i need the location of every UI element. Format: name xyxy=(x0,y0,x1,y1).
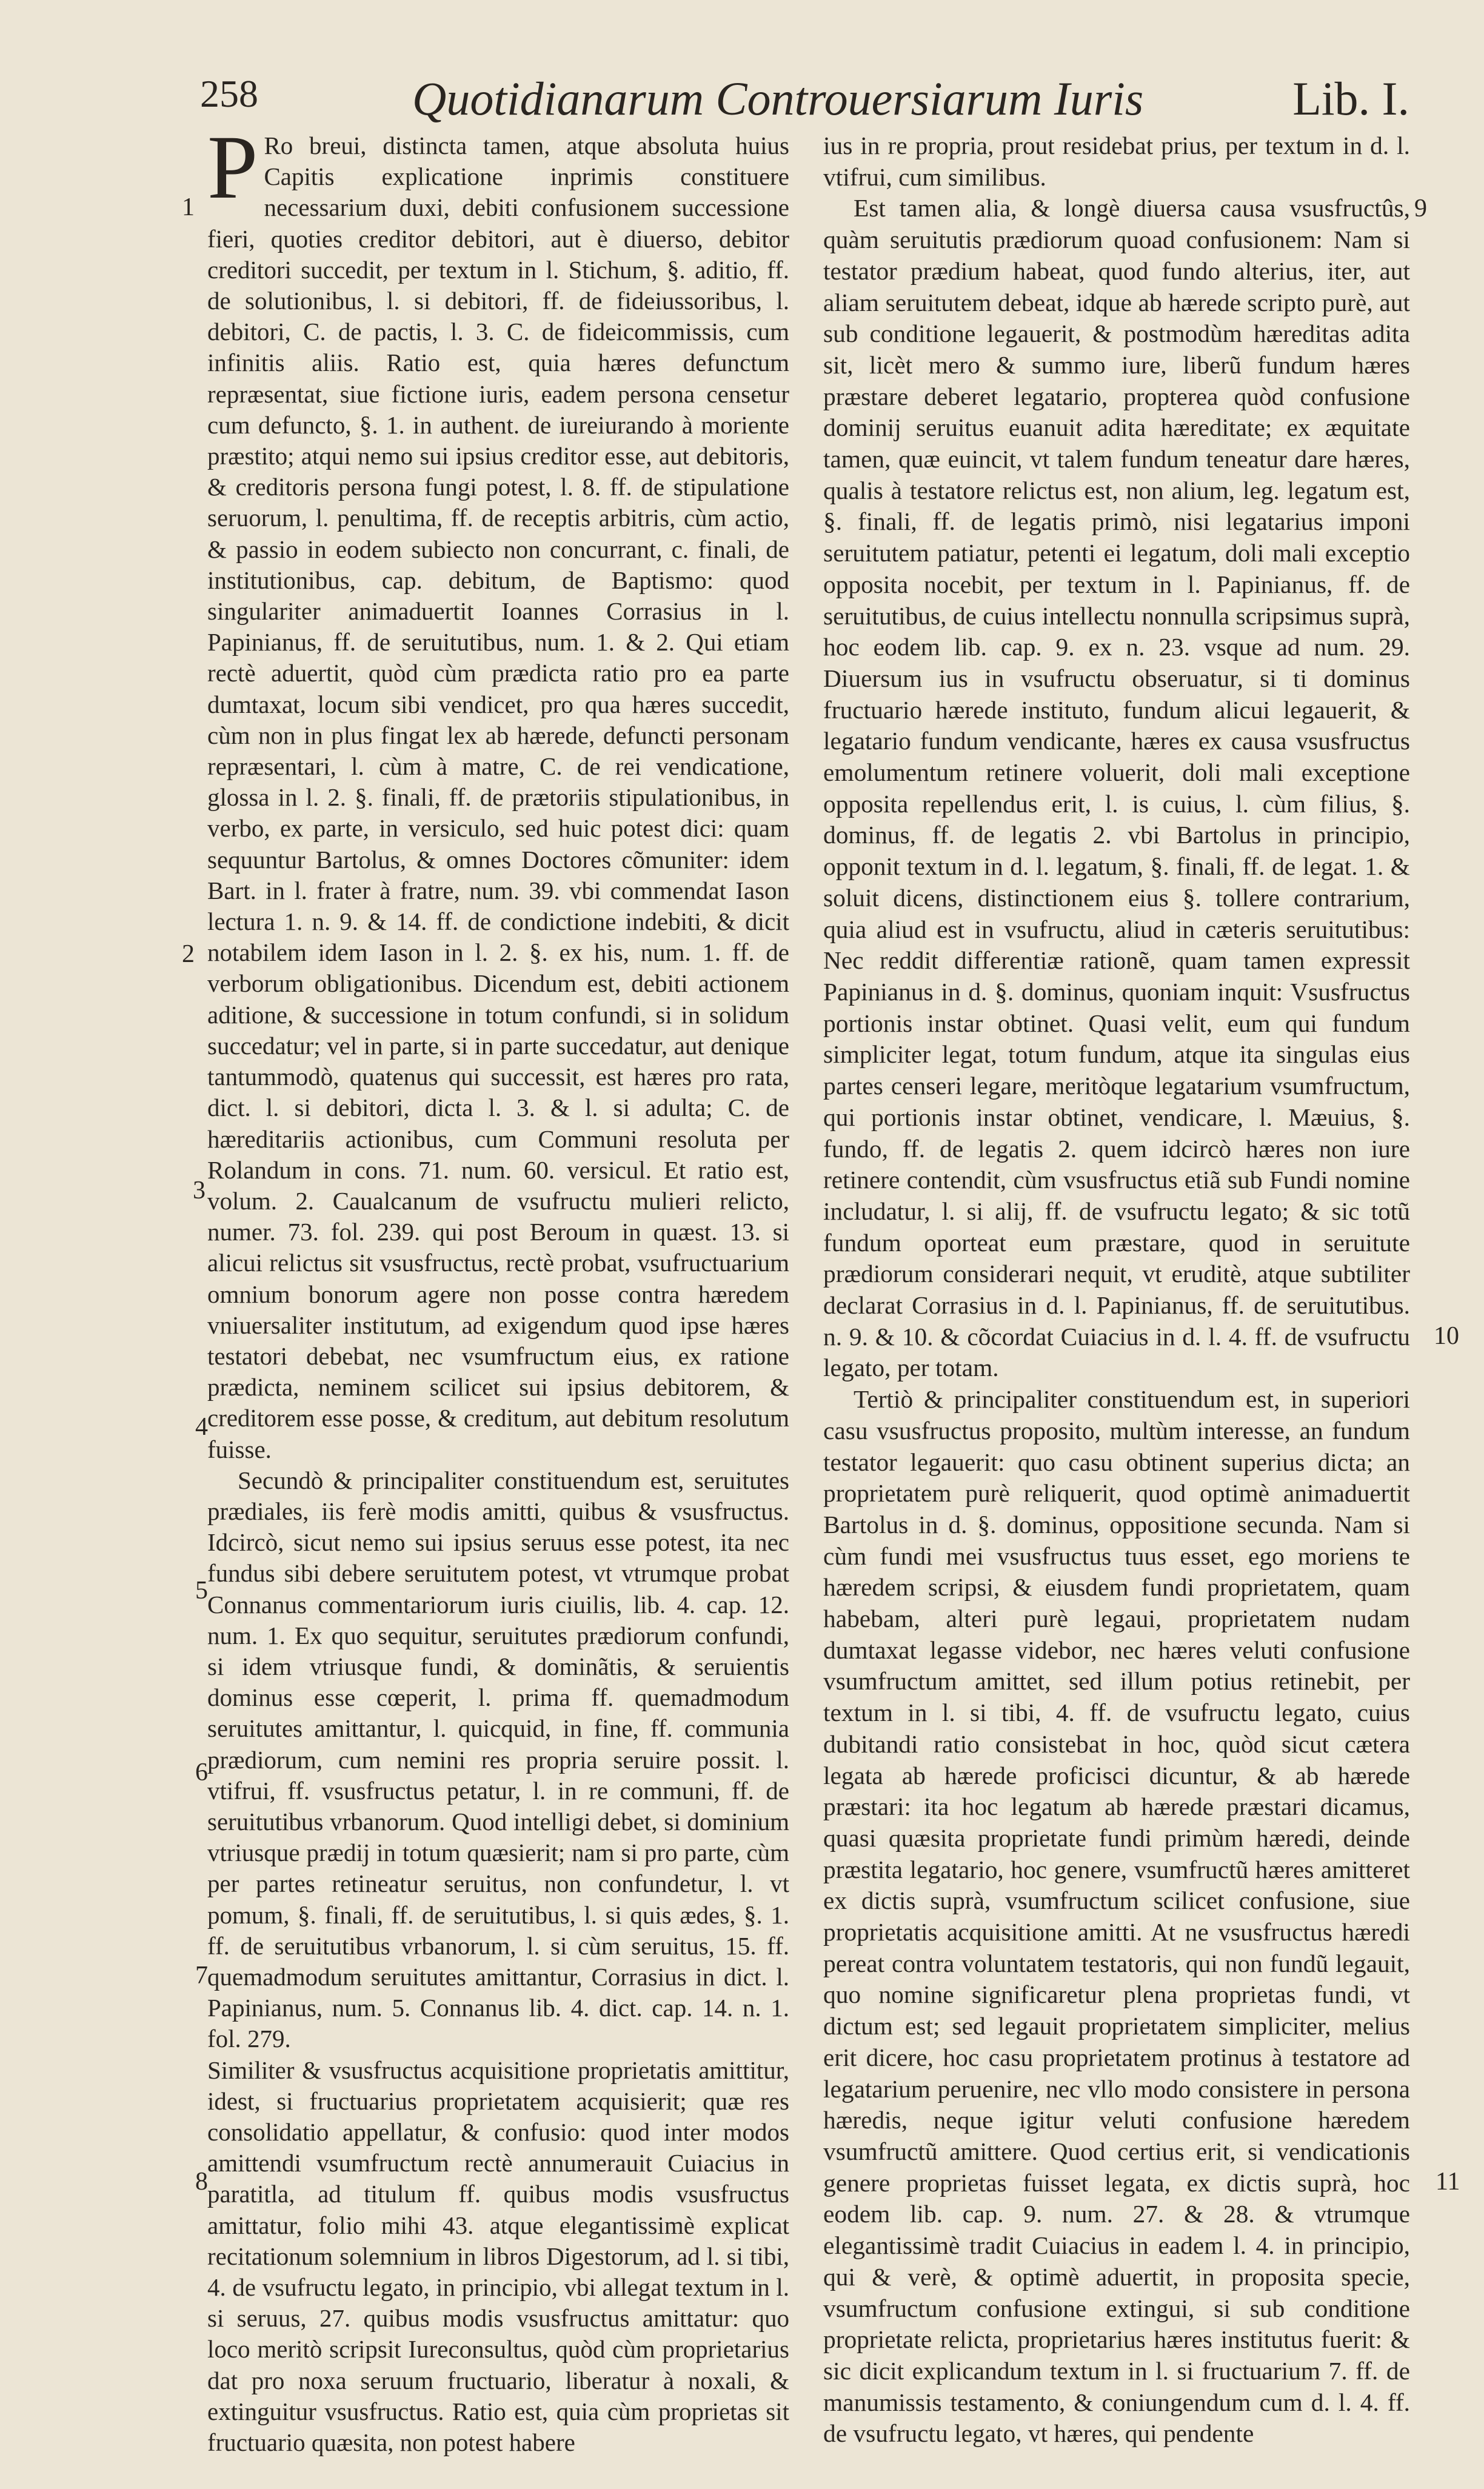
left-paragraph-3: Similiter & vsusfructus acquisitione proprietatis amittitur, idest, si fructuarius proprietatem acquisierit; quæ res consolidatio appellatur, & confusio: quod inter modos amittendi vsumfructum rectè annumerauit Cuiacius in paratitla, ad titulum ff. quibus modis vsusfructus amittatur, folio mihi 43. atque elegantissimè explicat recitationum solemnium in libros Digestorum, ad l. si tibi, 4. de vsufructu legato, in principio, vbi allegat textum in l. si seruus, 27. quibus modis vsusfructus amittatur: quo loco meritò scripsit Iureconsultus, quòd cùm proprietarius dat pro noxa seruum fructuario, liberatur à noxali, & extinguitur vsusfructus. Ratio est, quia cùm proprietas sit fructuario quæsita, non potest habere xyxy=(207,2056,789,2457)
page-header xyxy=(200,72,1409,132)
book-label: Lib. I. xyxy=(1292,72,1409,125)
margin-number-9: 9 xyxy=(1414,195,1427,222)
margin-number-11: 11 xyxy=(1436,2168,1460,2196)
page-number: 258 xyxy=(200,72,258,115)
margin-number-2: 2 xyxy=(182,940,195,968)
left-paragraph-1-text: Ro breui, distincta tamen, atque absoluta huius Capitis explicatione inprimis constituere necessarium duxi, debiti confusionem successione fieri, quoties creditor debitori, aut è diuerso, debitor creditori succedit, per textum in l. Stichum, §. aditio, ff. de solutionibus, l. si debitori, ff. de fideiussoribus, l. debitori, C. de pactis, l. 3. C. de fideicommissis, cum infinitis aliis. Ratio est, quia hæres defunctum repræsentat, siue fictione iuris, eadem persona censetur cum defuncto, §. 1. in authent. de iureiurando à moriente præstito; atqui nemo sui ipsius creditor esse, aut debitoris, & creditoris personа fungi potest, l. 8. ff. de stipulatione seruorum, l. penultima, ff. de receptis arbitris, cùm actio, & passio in eodem subiecto non concurrant, c. finali, de institutionibus, cap. debitum, de Baptismo: quod singulariter animaduertit Ioannes Corrasius in l. Papinianus, ff. de seruitutibus, num. 1. & 2. Qui etiam rectè aduertit, quòd cùm prædicta ratio pro ea parte dumtaxat, locum sibi vendicet, pro qua hæres succedit, cùm non in plus fingat lex ab hærede, defuncti personam repræsentari, l. cùm à matre, C. de rei vendicatione, glossa in l. 2. §. finali, ff. de prætoriis stipulationibus, in verbo, ex parte, in versiculo, sed huic potest dici: quam sequuntur Bartolus, & omnes Doctores cõmuniter: idem Bart. in l. frater à fratre, num. 39. vbi commendat Iason lectura 1. n. 9. & 14. ff. de condictione indebiti, & dicit notabilem idem Iason in l. 2. §. ex his, num. 1. ff. de verborum obligationibus. Dicendum est, debiti actionem aditione, & successione in totum confundi, si in solidum succedatur; vel in parte, si in parte succedatur, aut denique tantummodò, quatenus qui successit, est hæres pro rata, dict. l. si debitori, dicta l. 3. & l. si adulta; C. de hæreditariis actionibus, cum Communi resoluta per Rolandum in cons. 71. num. 60. versicul. Et ratio est, volum. 2. Caualcanum de vsufructu mulieri relicto, numer. 73. fol. 239. qui post Beroum in quæst. 13. si alicui relictus sit vsusfructus, rectè probat, vsufructuarium omnium bonorum agere non posse contra hæredem vniuersaliter institutum, ad exigendum quod ipse hæres testatori debebat, nec vsumfructum eius, ex ratione prædicta, neminem scilicet sui ipsius debitorem, & creditorem esse posse, & creditum, aut debitum resolutum fuisse. xyxy=(207,132,789,1463)
left-column xyxy=(207,117,789,2458)
margin-number-4: 4 xyxy=(195,1413,208,1441)
left-paragraph-2: Secundò & principaliter constituendum est, seruitutes prædiales, iis ferè modis amitti, quibus & vsusfructus. Idcircò, sicut nemo sui ipsius seruus esse potest, ita nec fundus sibi debere seruitutem potest, vt vtrumque probat Connanus commentariorum iuris ciuilis, lib. 4. cap. 12. num. 1. Ex quo sequitur, seruitutes prædiorum confundi, si idem vtriusque fundi, & dominãtis, & seruientis dominus esse cœperit, l. prima ff. quemadmodum seruitutes amittantur, l. quicquid, in fine, ff. communia prædiorum, cum nemini res propria seruire possit. l. vtifrui, ff. vsusfructus petatur, l. in re communi, ff. de seruitutibus vrbanorum. Quod intelligi debet, si dominium vtriusque prædij in totum quæsierit; nam si pro parte, cùm per partes retineatur seruitus, non confundetur, l. vt pomum, §. finali, ff. de seruitutibus, l. si quis ædes, §. 1. ff. de seruitutibus vrbanorum, l. si cùm seruitus, 15. ff. quemadmodum seruitutes amittantur, Corrasius in dict. l. Papinianus, num. 5. Connanus lib. 4. dict. cap. 14. n. 1. fol. 279. xyxy=(207,1466,789,2053)
margin-number-5: 5 xyxy=(195,1577,208,1605)
right-paragraph-2: Est tamen alia, & longè diuersa causa vsusfructûs, quàm seruitutis prædiorum quoad confusionem: Nam si testator prædium habeat, quod fundo alterius, iter, aut aliam seruitutem debeat, idque ab hærede scripto purè, aut sub conditione legauerit, & postmodùm hæreditas adita sit, licèt mero & summo iure, liberũ fundum hæres præstare deberet legatario, propterea quòd confusione dominij seruitus euanuit adita hæreditate; ex æquitate tamen, quæ euincit, vt talem fundum teneatur dare hæres, qualis à testatore relictus est, non alium, leg. legatum est, §. finali, ff. de legatis primò, nisi legatarius imponi seruitutem patiatur, petenti ei legatum, doli mali exceptio opposita nocebit, per textum in l. Papinianus, ff. de seruitutibus, de cuius intellectu nonnulla scripsimus suprà, hoc eodem lib. cap. 9. ex n. 23. vsque ad num. 29. Diuersum ius in vsufructu obseruatur, si ti dominus fructuario hærede instituto, fundum alicui legauerit, & legatario fundum vendicante, hæres ex causa vsusfructus emolumentum retinere voluerit, doli mali exceptione opposita repellendus erit, l. is cuius, l. cùm filius, §. dominus, ff. de legatis 2. vbi Bartolus in principio, opponit textum in d. l. legatum, §. finali, ff. de legat. 1. & soluit dicens, distinctionem eius §. tollere contrarium, quia aliud est in vsufructu, aliud in cæteris seruitutibus: Nec reddit differentiæ rationẽ, quam tamen expressit Papinianus in d. §. dominus, quoniam inquit: Vsusfructus portionis instar obtinet. Quasi velit, eum qui fundum simpliciter legat, totum fundum, atque ita singulas eius partes censeri legare, meritòque legatarium vsumfructum, qui portionis instar obtinet, vendicare, l. Mæuius, §. fundo, ff. de legatis 2. quem idcircò hæres non iure retinere contendit, cùm vsusfructus etiã sub Fundi nomine includatur, l. si alij, ff. de vsufructu legato; & sic totũ fundum oporteat eum præstare, quod in seruitute prædiorum considerari nequit, vt eruditè, atque subtiliter declarat Corrasius in d. l. Papinianus, ff. de seruitutibus. n. 9. & 10. & cõcordat Cuiacius in d. l. 4. ff. de vsufructu legato, per totam. xyxy=(823,194,1410,1382)
right-column xyxy=(823,130,1410,2450)
drop-cap: P xyxy=(207,117,258,218)
margin-number-3: 3 xyxy=(193,1177,206,1204)
left-paragraph-1 xyxy=(207,117,789,1465)
margin-number-10: 10 xyxy=(1434,1322,1459,1350)
running-title: Quotidianarum Controuersiarum Iuris xyxy=(412,72,1144,125)
margin-number-6: 6 xyxy=(195,1759,208,1786)
right-paragraph-1: ius in re propria, prout residebat prius, per textum in d. l. vtifrui, cum similibus. xyxy=(823,132,1410,191)
margin-number-8: 8 xyxy=(195,2168,208,2196)
margin-number-7: 7 xyxy=(195,1962,208,1990)
margin-number-1: 1 xyxy=(182,193,195,221)
right-paragraph-3: Tertiò & principaliter constituendum est, in superiori casu vsusfructus proposito, multùm interesse, an fundum testator legauerit: quo casu obtinent superius dicta; an proprietatem purè reliquerit, quod optimè animaduertit Bartolus in d. §. dominus, oppositione secunda. Nam si cùm fundi mei vsusfructus tuus esset, ego moriens te hæredem scripsi, & eiusdem fundi proprietatem, quam habebam, alteri purè legaui, proprietatem nudam dumtaxat legasse videbor, nec hæres veluti confusione vsumfructum amittet, sed illum potius retinebit, per textum in l. si tibi, 4. ff. de vsufructu legato, cuius dubitandi ratio consistebat in hoc, quòd sicut cætera legata ab hærede proficisci dicuntur, & ab hærede præstari: ita hoc legatum ab hærede præstari dicamus, quasi quæsita proprietate fundi primùm hæredi, deinde præstita legatario, hoc genere, vsumfructũ hæres amitteret ex dictis suprà, vsumfructum scilicet confusione, siue proprietatis acquisitione amitti. At ne vsusfructus hæredi pereat contra voluntatem testatoris, qui non fundũ legauit, quo nomine significaretur plena proprietas fundi, vt dictum est; sed legauit proprietatem simpliciter, melius erit dicere, hoc casu proprietatem protinus à testatore ad legatarium peruenire, nec vllo modo consistere in persona hæredis, neque igitur veluti confusione hæredem vsumfructũ amittere. Quod certius erit, si vendicationis genere proprietas fuisset legata, ex dictis suprà, hoc eodem lib. cap. 9. num. 27. & 28. & vtrumque elegantissimè tradit Cuiacius in eadem l. 4. in principio, qui & verè, & optimè aduertit, in proposita specie, vsumfructum confusione extingui, si sub conditione proprietate relicta, proprietarius hæres institutus fuerit: & sic dicit explicandum textum in l. si fructuarium 7. ff. de manumissis testamento, & coniungendum cum d. l. 4. ff. de vsufructu legato, vt hæres, qui pendente xyxy=(823,1385,1410,2448)
